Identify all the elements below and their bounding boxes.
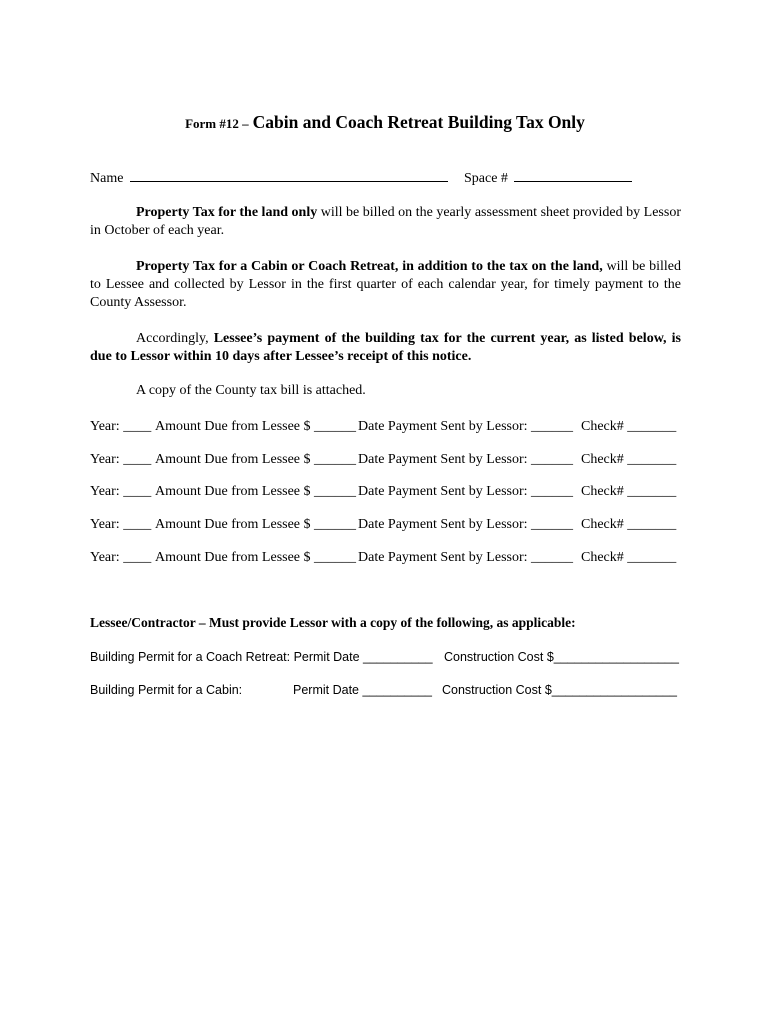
name-field bbox=[90, 169, 448, 188]
building-tax-bold: Property Tax for a Cabin or Coach Retreat, in addition to the tax on the land, bbox=[136, 259, 603, 274]
date-sent-field[interactable]: Date Payment Sent by Lessor: ______ bbox=[358, 419, 574, 434]
year-field[interactable]: Year: ____ bbox=[90, 517, 152, 532]
land-tax-text: will be billed on the yearly assessment sheet provided by Lessor in October of each year. bbox=[90, 205, 681, 238]
land-tax-bold: Property Tax for the land only bbox=[136, 205, 318, 220]
cabin-construction-cost-field[interactable]: Construction Cost $__________________ bbox=[442, 683, 677, 697]
form-number: Form #12 – bbox=[185, 116, 249, 131]
payment-row bbox=[90, 418, 680, 436]
name-blank[interactable] bbox=[130, 169, 448, 182]
cabin-permit-date-field[interactable]: Permit Date __________ bbox=[293, 683, 432, 697]
land-tax-paragraph bbox=[90, 204, 681, 240]
cabin-permit-row bbox=[90, 681, 680, 699]
year-field[interactable]: Year: ____ bbox=[90, 419, 152, 434]
coach-retreat-permit-row bbox=[90, 648, 680, 666]
date-sent-field[interactable]: Date Payment Sent by Lessor: ______ bbox=[358, 550, 574, 565]
payment-due-bold: Lessee’s payment of the building tax for the current year, as listed below, is due to Lessor within 10 days after Lessee’s receipt of this notice. bbox=[90, 331, 682, 364]
form-title bbox=[0, 112, 770, 133]
date-sent-field[interactable]: Date Payment Sent by Lessor: ______ bbox=[358, 484, 574, 499]
coach-retreat-construction-cost-field[interactable]: Construction Cost $__________________ bbox=[444, 650, 679, 664]
check-number-field[interactable]: Check# _______ bbox=[581, 517, 677, 532]
payment-row bbox=[90, 516, 680, 534]
space-blank[interactable] bbox=[514, 169, 632, 182]
check-number-field[interactable]: Check# _______ bbox=[581, 484, 677, 499]
year-field[interactable]: Year: ____ bbox=[90, 484, 152, 499]
year-field[interactable]: Year: ____ bbox=[90, 452, 152, 467]
year-field[interactable]: Year: ____ bbox=[90, 550, 152, 565]
check-number-field[interactable]: Check# _______ bbox=[581, 452, 677, 467]
space-field bbox=[464, 169, 632, 188]
space-label: Space # bbox=[464, 171, 508, 186]
contractor-heading: Lessee/Contractor – Must provide Lessor with a copy of the following, as applicable: bbox=[90, 615, 576, 630]
date-sent-field[interactable]: Date Payment Sent by Lessor: ______ bbox=[358, 452, 574, 467]
payment-row bbox=[90, 451, 680, 469]
amount-due-field[interactable]: Amount Due from Lessee $ ______ bbox=[155, 517, 357, 532]
payment-due-lead: Accordingly, bbox=[136, 331, 214, 346]
building-tax-text: will be billed to Lessee and collected by Lessor in the first quarter of each calendar year, for timely payment to the County Assessor. bbox=[90, 259, 681, 310]
amount-due-field[interactable]: Amount Due from Lessee $ ______ bbox=[155, 550, 357, 565]
building-tax-paragraph bbox=[90, 258, 681, 312]
check-number-field[interactable]: Check# _______ bbox=[581, 550, 677, 565]
form-title-text: Cabin and Coach Retreat Building Tax Only bbox=[252, 112, 585, 132]
tax-bill-note-text: A copy of the County tax bill is attached. bbox=[136, 383, 366, 398]
amount-due-field[interactable]: Amount Due from Lessee $ ______ bbox=[155, 452, 357, 467]
name-label: Name bbox=[90, 171, 124, 186]
cabin-permit-label: Building Permit for a Cabin: bbox=[90, 683, 243, 697]
date-sent-field[interactable]: Date Payment Sent by Lessor: ______ bbox=[358, 517, 574, 532]
amount-due-field[interactable]: Amount Due from Lessee $ ______ bbox=[155, 419, 357, 434]
payment-due-paragraph bbox=[90, 330, 681, 366]
coach-retreat-permit-date-field[interactable]: Building Permit for a Coach Retreat: Permit Date __________ bbox=[90, 650, 433, 664]
amount-due-field[interactable]: Amount Due from Lessee $ ______ bbox=[155, 484, 357, 499]
payment-row bbox=[90, 549, 680, 567]
payment-row bbox=[90, 483, 680, 501]
tax-bill-note bbox=[90, 382, 681, 400]
check-number-field[interactable]: Check# _______ bbox=[581, 419, 677, 434]
